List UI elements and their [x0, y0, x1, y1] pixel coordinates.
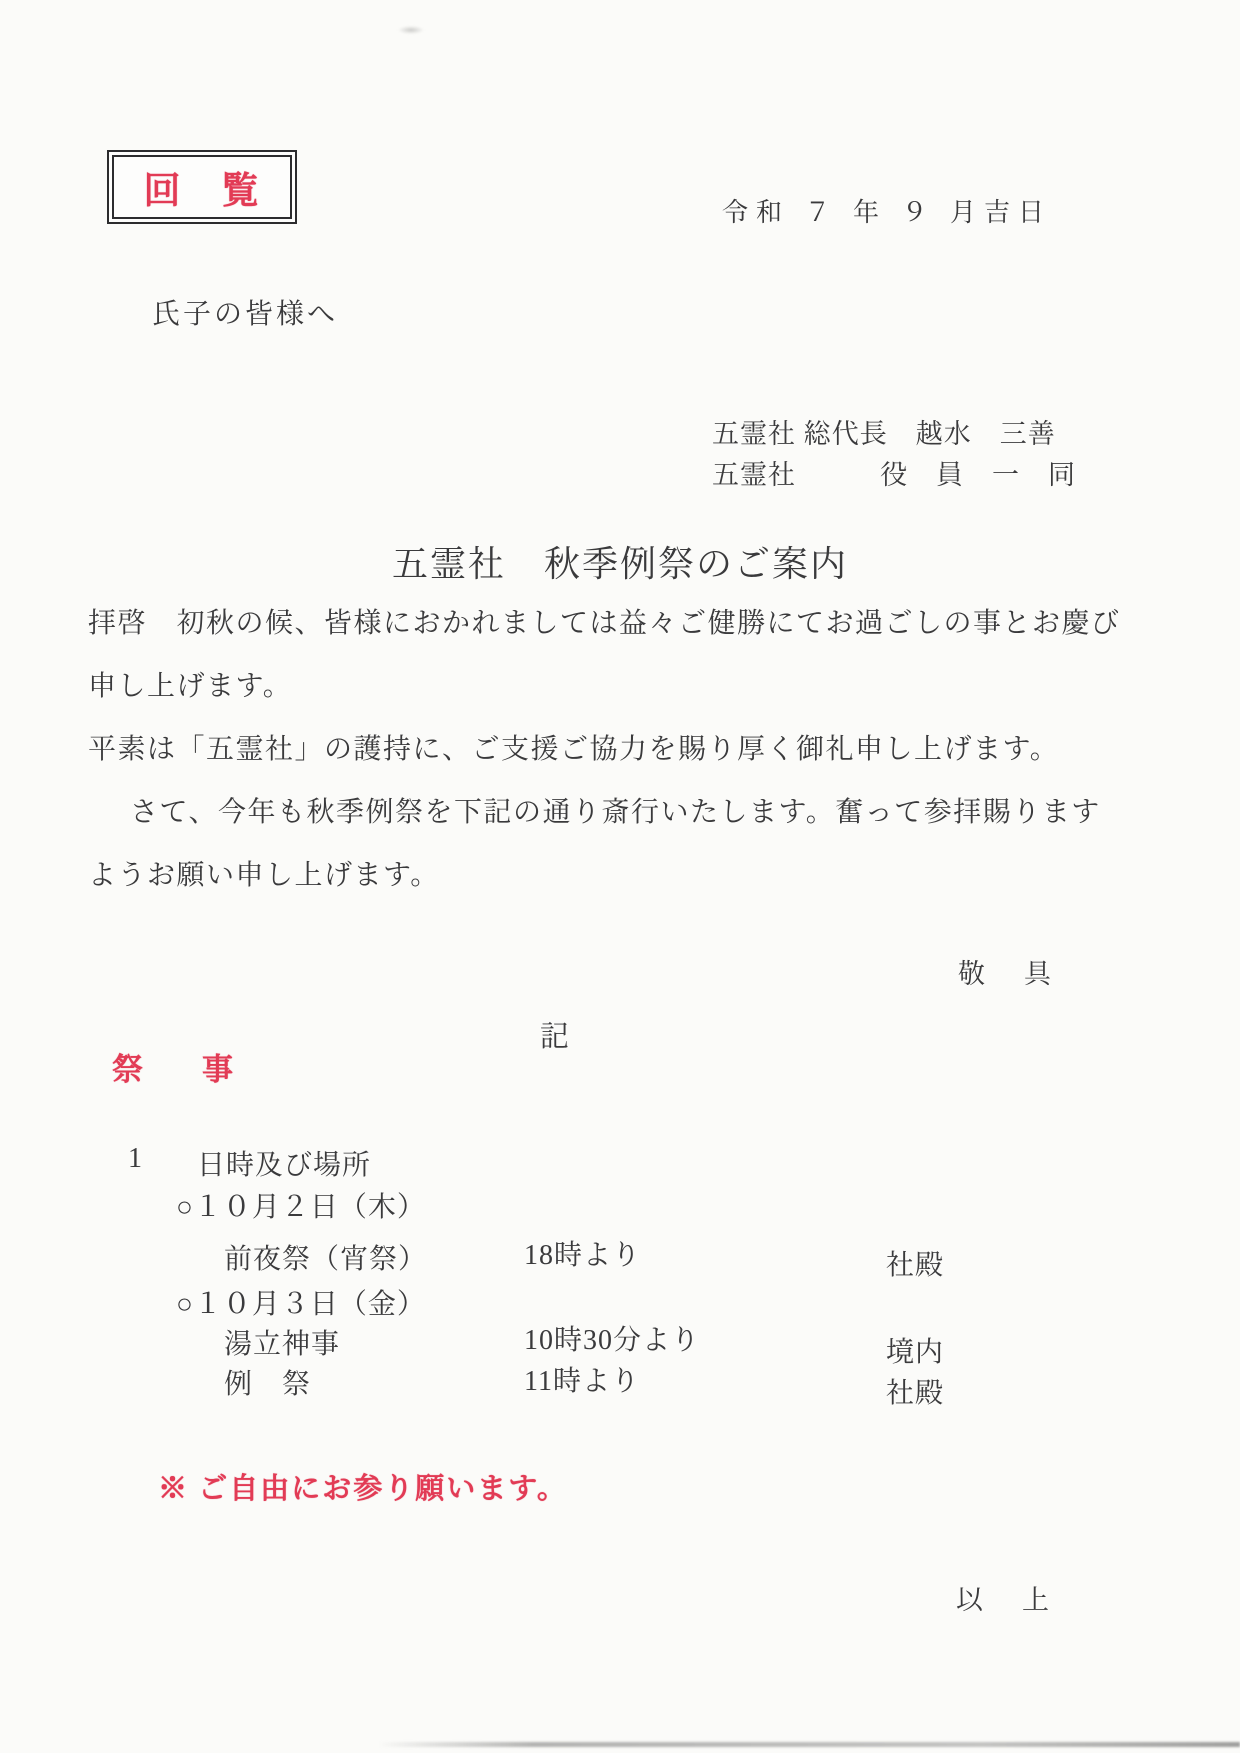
schedule-place-reisai: 社殿 — [886, 1378, 945, 1409]
closing-keigu: 敬 具 — [958, 959, 1057, 989]
body-line-greeting-1: 拝啓 初秋の候、皆様におかれましては益々ご健勝にてお過ごしの事とお慶び — [88, 608, 1121, 639]
schedule-date-oct3: ○１０月３日（金） — [176, 1289, 426, 1320]
body-line-greeting-2: 申し上げます。 — [88, 671, 293, 702]
recipient-line: 氏子の皆様へ — [152, 299, 339, 330]
schedule-date-oct2: ○１０月２日（木） — [176, 1192, 426, 1223]
sender-line-officers: 五霊社 役 員 一 同 — [712, 460, 1076, 490]
schedule-time-zenyasai: 18時より — [524, 1240, 642, 1271]
scan-artifact-bottom-line — [378, 1742, 1240, 1747]
body-line-announce-1: さて、今年も秋季例祭を下記の通り斎行いたします。奮って参拝賜ります — [130, 797, 1101, 828]
note-free-visit: ※ ご自由にお参り願います。 — [158, 1473, 568, 1505]
schedule-event-reisai: 例 祭 — [224, 1369, 312, 1400]
schedule-item-number: 1 — [128, 1143, 143, 1174]
sender-line-chief: 五霊社 総代長 越水 三善 — [712, 419, 1056, 449]
schedule-event-zenyasai: 前夜祭（宵祭） — [224, 1244, 428, 1275]
schedule-event-yudate: 湯立神事 — [224, 1329, 341, 1360]
schedule-place-zenyasai: 社殿 — [886, 1250, 945, 1281]
kairan-stamp-label: 回 覧 — [143, 171, 261, 212]
schedule-time-yudate: 10時30分より — [524, 1325, 701, 1356]
document-title: 五霊社 秋季例祭のご案内 — [391, 544, 848, 584]
kairan-stamp-inner-border — [112, 155, 292, 219]
kairan-stamp-box — [107, 150, 297, 224]
end-marker-ijou: 以 上 — [956, 1585, 1055, 1615]
body-line-announce-2: ようお願い申し上げます。 — [88, 860, 440, 891]
issue-date: 令和 ７ 年 ９ 月吉日 — [722, 198, 1053, 227]
schedule-item-title: 日時及び場所 — [197, 1150, 372, 1181]
sender-block — [712, 414, 1076, 496]
record-marker-ki: 記 — [540, 1021, 570, 1053]
scan-artifact-top — [398, 26, 424, 34]
schedule-time-reisai: 11時より — [524, 1366, 640, 1397]
schedule-place-yudate: 境内 — [886, 1337, 945, 1368]
section-heading-saiji: 祭 事 — [112, 1052, 247, 1087]
body-paragraphs — [88, 604, 1163, 919]
body-line-thanks: 平素は「五霊社」の護持に、ご支援ご協力を賜り厚く御礼申し上げます。 — [88, 734, 1060, 765]
